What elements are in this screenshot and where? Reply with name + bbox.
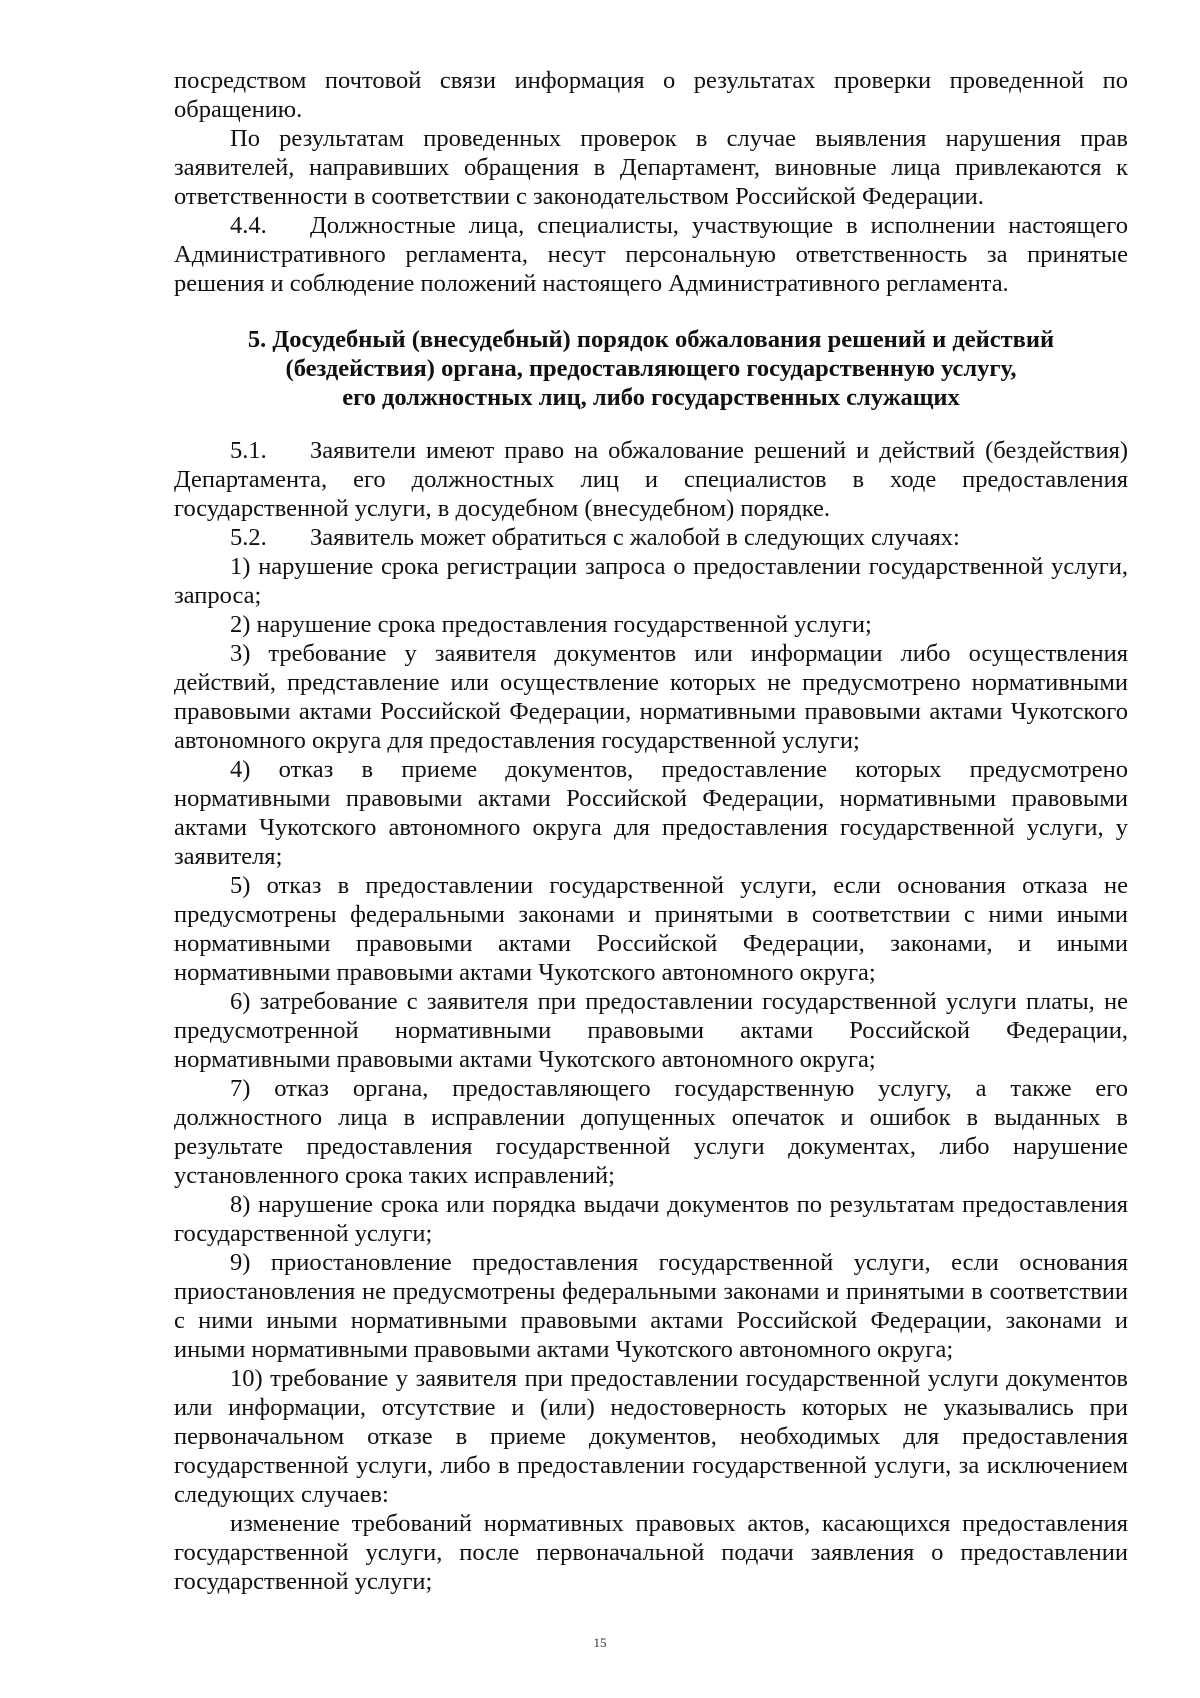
heading-line: его должностных лиц, либо государственных служащих [342, 384, 960, 411]
case-item: 7) отказ органа, предоставляющего государственную услугу, а также его должностного лица в исправлении допущенных опечаток и ошибок в выданных в результате предоставления государственной услуги документах, либо нарушение установленного срока таких исправлений; [174, 1075, 1128, 1189]
clause-text: Заявитель может обратиться с жалобой в следующих случаях: [310, 524, 960, 551]
clause-number: 5.1. [230, 437, 267, 464]
page-number: 15 [593, 1635, 607, 1650]
case-item: 3) требование у заявителя документов или информации либо осуществления действий, представление или осуществление которых не предусмотрено нормативными правовыми актами Российской Федерации, нормативными правовыми актами Чукотского автономного округа для предоставления государственной услуги; [174, 640, 1128, 754]
document-body [174, 66, 1128, 1596]
case-item: 4) отказ в приеме документов, предоставление которых предусмотрено нормативными правовыми актами Российской Федерации, нормативными правовыми актами Чукотского автономного округа для предоставления государственной услуги, у заявителя; [174, 756, 1128, 870]
case-item: 10) требование у заявителя при предоставлении государственной услуги документов или информации, отсутствие и (или) недостоверность которых не указывались при первоначальном отказе в приеме документов, необходимых для предоставления государственной услуги, либо в предоставлении государственной услуги, за исключением следующих случаев: [174, 1365, 1128, 1508]
case-item: 5) отказ в предоставлении государственной услуги, если основания отказа не предусмотрены федеральными законами и принятыми в соответствии с ними иными нормативными правовыми актами Российской Федерации, законами, и иными нормативными правовыми актами Чукотского автономного округа; [174, 872, 1128, 986]
case-item: 6) затребование с заявителя при предоставлении государственной услуги платы, не предусмотренной нормативными правовыми актами Российской Федерации, нормативными правовыми актами Чукотского автономного округа; [174, 988, 1128, 1073]
case-item: 9) приостановление предоставления государственной услуги, если основания приостановления не предусмотрены федеральными законами и принятыми в соответствии с ними иными нормативными правовыми актами Российской Федерации, законами и иными нормативными правовыми актами Чукотского автономного округа; [174, 1249, 1128, 1363]
case-item: 1) нарушение срока регистрации запроса о предоставлении государственной услуги, запроса; [174, 553, 1128, 609]
paragraph-results: По результатам проведенных проверок в случае выявления нарушения прав заявителей, направивших обращения в Департамент, виновные лица привлекаются к ответственности в соответствии с законодательством Российской Федерации. [174, 125, 1128, 210]
section-5-heading [174, 325, 1128, 412]
heading-line: (бездействия) органа, предоставляющего государственную услугу, [285, 355, 1017, 382]
paragraph-4-4 [174, 211, 1128, 298]
heading-line: 5. Досудебный (внесудебный) порядок обжалования решений и действий [247, 326, 1055, 353]
case-item: 8) нарушение срока или порядка выдачи документов по результатам предоставления государственной услуги; [174, 1191, 1128, 1247]
paragraph-5-2 [174, 523, 1128, 552]
clause-number: 4.4. [230, 212, 267, 239]
case-item: 2) нарушение срока предоставления государственной услуги; [230, 611, 872, 638]
clause-number: 5.2. [230, 524, 267, 551]
clause-text: Заявители имеют право на обжалование решений и действий (бездействия) Департамента, его должностных лиц и специалистов в ходе предоставления государственной услуги, в досудебном (внесудебном) порядке. [174, 437, 1128, 522]
paragraph-5-1 [174, 436, 1128, 523]
paragraph-continuation: посредством почтовой связи информация о результатах проверки проведенной по обращению. [174, 67, 1128, 123]
clause-text: Должностные лица, специалисты, участвующие в исполнении настоящего Административного регламента, несут персональную ответственность за принятые решения и соблюдение положений настоящего Административного регламента. [174, 212, 1128, 297]
case-item: изменение требований нормативных правовых актов, касающихся предоставления государственной услуги, после первоначальной подачи заявления о предоставлении государственной услуги; [174, 1510, 1128, 1595]
